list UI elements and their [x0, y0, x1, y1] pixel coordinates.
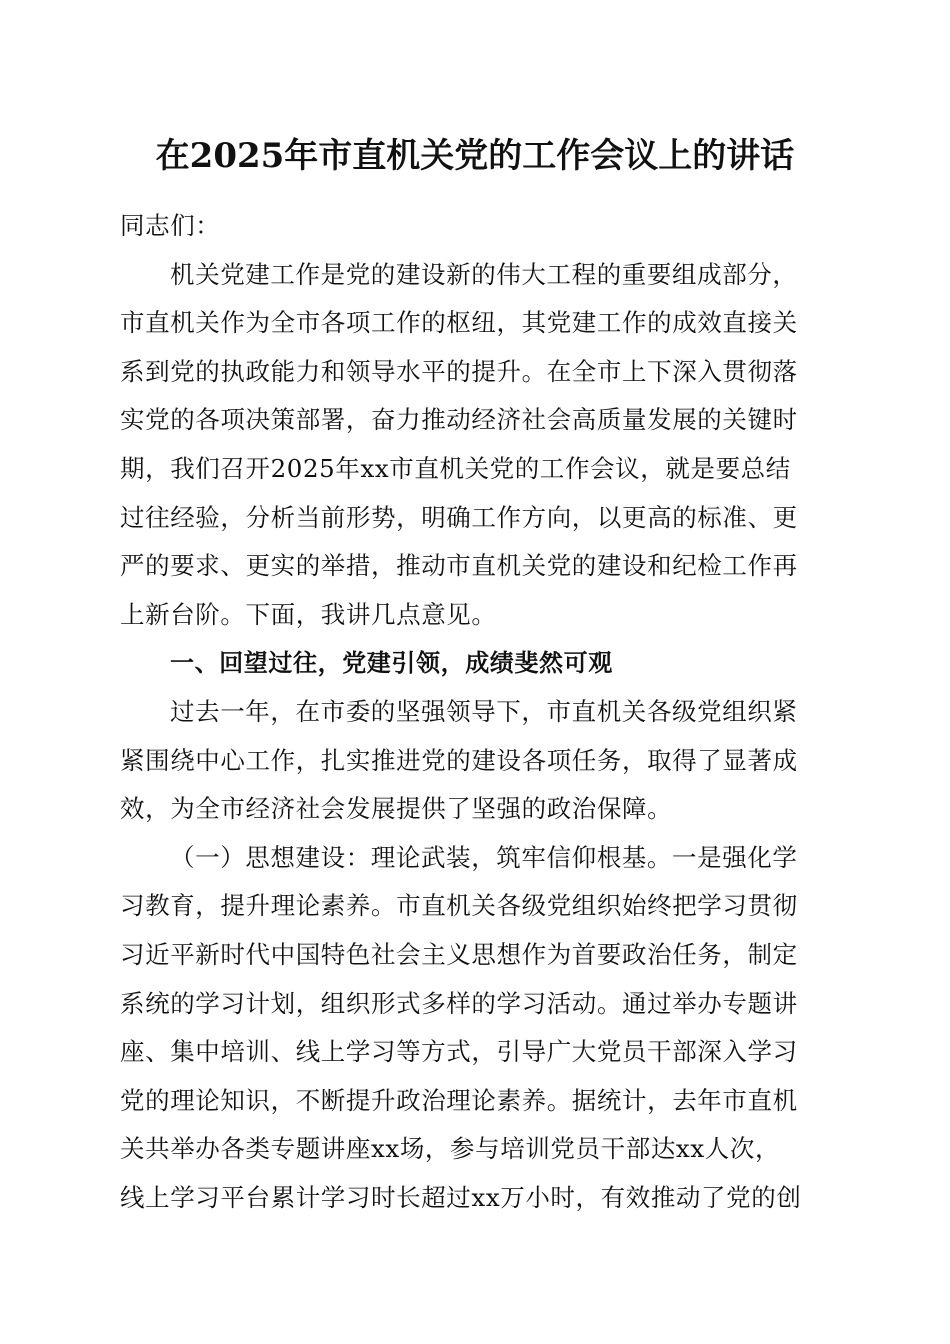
paragraph-line: 系到党的执政能力和领导水平的提升。在全市上下深入贯彻落 — [120, 356, 798, 386]
document-body — [120, 202, 832, 1222]
paragraph-line: 实党的各项决策部署，奋力推动经济社会高质量发展的关键时 — [120, 405, 798, 435]
salutation: 同志们： — [120, 211, 221, 240]
paragraph-line: 期，我们召开2025年xx市直机关党的工作会议，就是要总结 — [120, 453, 791, 483]
paragraph-line: 效，为全市经济社会发展提供了坚强的政治保障。 — [120, 794, 673, 824]
section-heading-text: 一、回望过往，党建引领，成绩斐然可观 — [170, 649, 613, 678]
paragraph-line: 紧围绕中心工作，扎实推进党的建设各项任务，取得了显著成 — [120, 745, 798, 775]
paragraph-ideology — [120, 834, 832, 1223]
paragraph-line: 机关党建工作是党的建设新的伟大工程的重要组成部分， — [170, 259, 798, 289]
paragraph-line: 座、集中培训、线上学习等方式，引导广大党员干部深入学习 — [120, 1037, 798, 1067]
document-title: 在2025年市直机关党的工作会议上的讲话 — [155, 136, 795, 176]
paragraph-line: 严的要求、更实的举措，推动市直机关党的建设和纪检工作再 — [120, 551, 798, 581]
paragraph-line: 上新台阶。下面，我讲几点意见。 — [120, 599, 497, 629]
paragraph-line: 习近平新时代中国特色社会主义思想作为首要政治任务，制定 — [120, 939, 798, 969]
paragraph-line: 习教育，提升理论素养。市直机关各级党组织始终把学习贯彻 — [120, 891, 798, 921]
paragraph-line: 关共举办各类专题讲座xx场，参与培训党员干部达xx人次， — [120, 1134, 781, 1164]
paragraph-line: 市直机关作为全市各项工作的枢纽，其党建工作的成效直接关 — [120, 308, 798, 338]
paragraph-intro — [120, 251, 832, 640]
paragraph-line: （一）思想建设：理论武装，筑牢信仰根基。一是强化学 — [170, 842, 798, 872]
paragraph-line: 线上学习平台累计学习时长超过xx万小时，有效推动了党的创 — [120, 1182, 802, 1212]
paragraph-review — [120, 688, 832, 834]
paragraph-line: 过去一年，在市委的坚强领导下，市直机关各级党组织紧 — [170, 696, 798, 726]
paragraph-line: 过往经验，分析当前形势，明确工作方向，以更高的标准、更 — [120, 502, 798, 532]
section-heading — [120, 639, 832, 688]
paragraph-line: 党的理论知识，不断提升政治理论素养。据统计，去年市直机 — [120, 1085, 798, 1115]
paragraph-line: 系统的学习计划，组织形式多样的学习活动。通过举办专题讲 — [120, 988, 798, 1018]
